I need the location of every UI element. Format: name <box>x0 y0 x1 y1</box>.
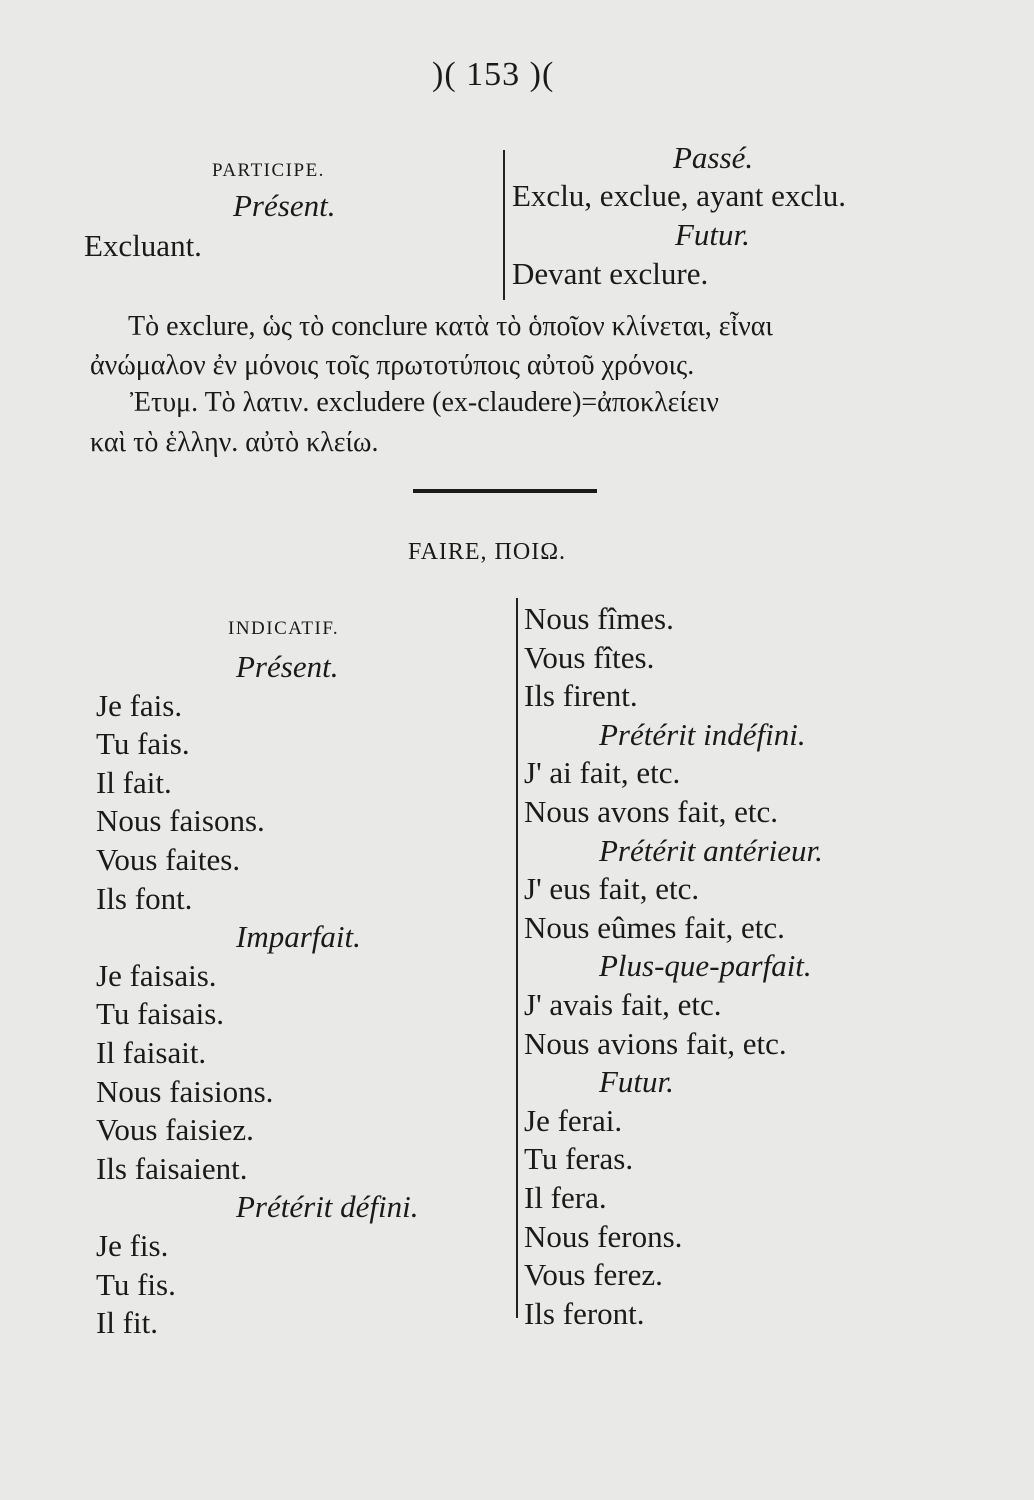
greek-note-line-3: Ἐτυμ. Τὸ λατιν. excludere (ex-claudere)=ἀποκλείειν <box>130 387 719 418</box>
greek-note-line-4: καὶ τὸ ἑλλην. αὐτὸ κλείω. <box>90 427 379 458</box>
conjugation-line: Il fit. <box>96 1305 158 1341</box>
left-column <box>96 648 426 1343</box>
tense-heading: Imparfait. <box>236 919 361 955</box>
page-number: )( 153 )( <box>432 56 555 93</box>
conjugation-line: Ils faisaient. <box>96 1150 248 1186</box>
indicatif-label: INDICATIF. <box>228 618 340 639</box>
passe-form: Exclu, exclue, ayant exclu. <box>512 178 846 213</box>
conjugation-line: Nous faisions. <box>96 1073 274 1109</box>
conjugation-line: Vous fîtes. <box>524 639 655 675</box>
futur-label: Futur. <box>675 217 750 252</box>
column-divider-bottom <box>516 598 518 1318</box>
present-form: Excluant. <box>84 228 202 263</box>
conjugation-line: Tu feras. <box>524 1141 634 1177</box>
greek-note-line-1: Τὸ exclure, ὡς τὸ conclure κατὰ τὸ ὁποῖον κλίνεται, εἶναι <box>128 311 773 342</box>
conjugation-line: Nous fîmes. <box>524 601 674 636</box>
conjugation-line: Je fais. <box>96 687 183 723</box>
conjugation-line: Nous avons fait, etc. <box>524 793 778 829</box>
participe-label: PARTICIPE. <box>212 160 325 181</box>
conjugation-line: Je ferai. <box>524 1102 623 1138</box>
conjugation-line: Nous avions fait, etc. <box>524 1025 787 1061</box>
conjugation-line: Tu fis. <box>96 1266 176 1302</box>
passe-label: Passé. <box>673 140 754 175</box>
conjugation-line: Nous faisons. <box>96 803 265 839</box>
conjugation-line: Il faisait. <box>96 1034 207 1070</box>
section-divider-rule <box>413 489 597 493</box>
conjugation-line: Vous faisiez. <box>96 1112 254 1148</box>
conjugation-line: Ils feront. <box>524 1295 645 1331</box>
tense-heading: Plus-que-parfait. <box>599 948 812 984</box>
tense-heading: Prétérit antérieur. <box>599 832 823 868</box>
present-label: Présent. <box>233 188 336 223</box>
futur-form: Devant exclure. <box>512 256 709 291</box>
conjugation-line: Tu fais. <box>96 726 190 762</box>
conjugation-line: Ils font. <box>96 880 193 916</box>
conjugation-line: Je fis. <box>96 1227 169 1263</box>
conjugation-line: J' avais fait, etc. <box>524 986 722 1022</box>
conjugation-line: Il fera. <box>524 1179 607 1215</box>
conjugation-line: Nous eûmes fait, etc. <box>524 909 785 945</box>
conjugation-line: Tu faisais. <box>96 996 225 1032</box>
conjugation-line: J' eus fait, etc. <box>524 871 700 907</box>
tense-heading: Prétérit indéfini. <box>599 716 806 752</box>
tense-heading: Prétérit défini. <box>236 1189 419 1225</box>
greek-note-line-2: ἀνώμαλον ἐν μόνοις τοῖς πρωτοτύποις αὐτοῦ χρόνοις. <box>90 350 695 381</box>
conjugation-line: Je faisais. <box>96 957 217 993</box>
conjugation-line: Nous ferons. <box>524 1218 683 1254</box>
right-column <box>524 600 884 1333</box>
tense-heading: Futur. <box>599 1064 674 1100</box>
conjugation-line: Vous faites. <box>96 841 241 877</box>
conjugation-line: Il fait. <box>96 764 172 800</box>
faire-title: FAIRE, ΠΟΙΩ. <box>408 539 567 565</box>
column-divider-top <box>503 150 505 300</box>
conjugation-line: Vous ferez. <box>524 1257 663 1293</box>
conjugation-line: Ils firent. <box>524 678 638 714</box>
conjugation-line: J' ai fait, etc. <box>524 755 681 791</box>
tense-heading: Présent. <box>236 649 339 684</box>
